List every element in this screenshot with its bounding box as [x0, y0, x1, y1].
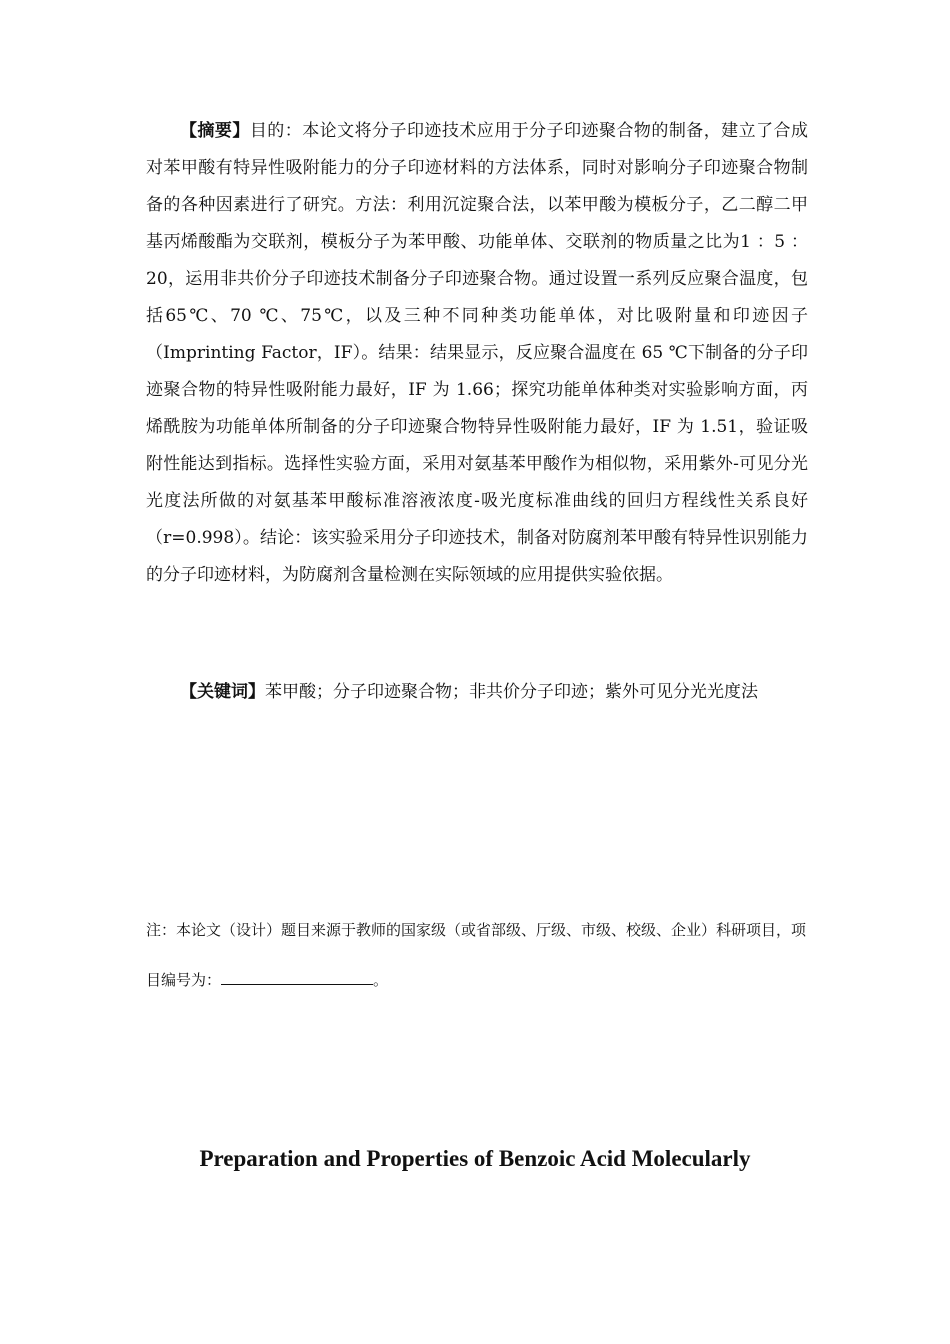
funding-note [146, 905, 808, 1005]
funding-note-end: 。 [373, 971, 389, 989]
keywords-text: 苯甲酸；分子印迹聚合物；非共价分子印迹；紫外可见分光光度法 [265, 682, 758, 702]
abstract-text: 目的：本论文将分子印迹技术应用于分子印迹聚合物的制备，建立了合成对苯甲酸有特异性吸附能力的分子印迹材料的方法体系，同时对影响分子印迹聚合物制备的各种因素进行了研究。方法：利用沉淀聚合法，以苯甲酸为模板分子，乙二醇二甲基丙烯酸酯为交联剂，模板分子为苯甲酸、功能单体、交联剂的物质量之比为1 ：5 ：20，运用非共价分子印迹技术制备分子印迹聚合物。通过设置一系列反应聚合温度，包括65℃、70 ℃、75℃，以及三种不同种类功能单体，对比吸附量和印迹因子（Imprinting Factor，IF）。结果：结果显示，反应聚合温度在 65 ℃下制备的分子印迹聚合物的特异性吸附能力最好，IF 为 1.66；探究功能单体种类对实验影响方面，丙烯酰胺为功能单体所制备的分子印迹聚合物特异性吸附能力最好，IF 为 1.51，验证吸附性能达到指标。选择性实验方面，采用对氨基苯甲酸作为相似物，采用紫外-可见分光光度法所做的对氨基苯甲酸标准溶液浓度-吸光度标准曲线的回归方程线性关系良好（r=0.998）。结论：该实验采用分子印迹技术，制备对防腐剂苯甲酸有特异性识别能力的分子印迹材料，为防腐剂含量检测在实际领域的应用提供实验依据。 [146, 121, 809, 585]
english-title: Preparation and Properties of Benzoic Acid Molecularly [199, 1146, 751, 1171]
abstract-label: 【摘要】 [180, 121, 250, 141]
abstract-paragraph [146, 113, 808, 594]
project-number-blank [221, 970, 373, 985]
keywords-paragraph [146, 674, 808, 711]
keywords-label: 【关键词】 [180, 682, 265, 702]
funding-note-text: 注：本论文（设计）题目来源于教师的国家级（或省部级、厅级、市级、校级、企业）科研项目，项目编号为： [146, 921, 807, 989]
